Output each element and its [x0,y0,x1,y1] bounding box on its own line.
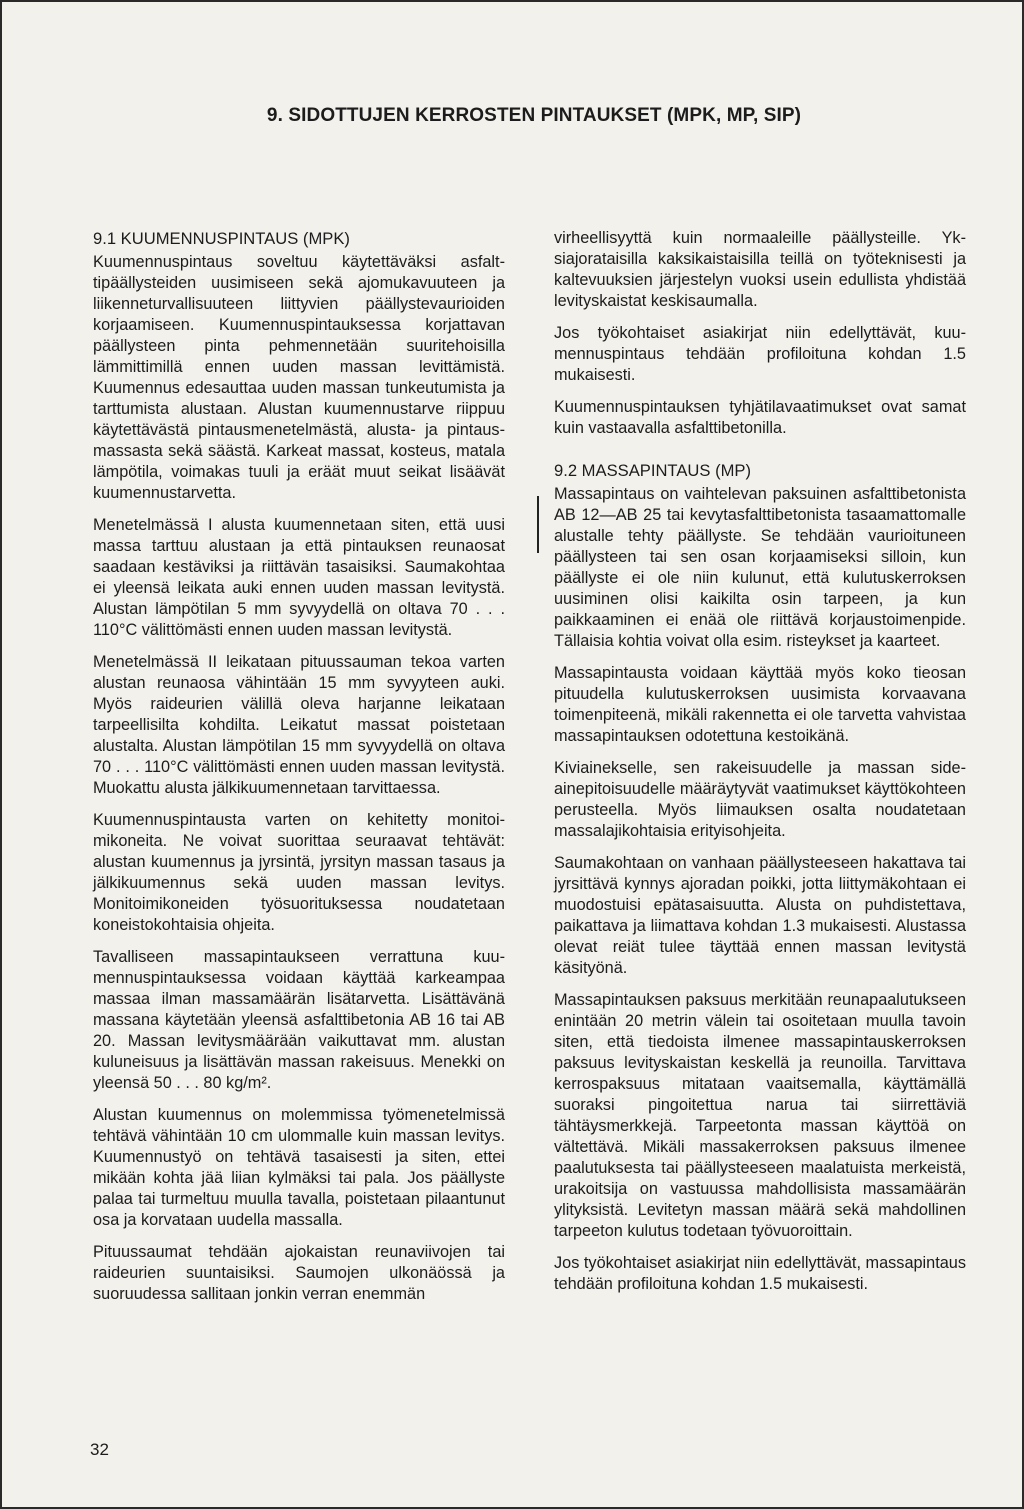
paragraph: Jos työkohtaiset asiakirjat niin edellyttävät, massapintaus tehdään profiloituna kohdan 1.5 mukaisesti. [554,1254,966,1293]
section-heading-9-1: 9.1 KUUMENNUSPINTAUS (MPK) [93,229,350,248]
paragraph: Massapintauksen paksuus merkitään reunapaalutukseen enintään 20 metrin välein tai osoitetaan muulla tavoin siten, että tiedoista ilmenee massapintauskerroksen paksuus levityskaistan keskellä ja reunoilla. Tarvittava kerrospaksuus mitataan vaaitsemalla, käyttämällä suoraksi pingoitettua narua tai siirrettäviä tähtäysmerkkejä. Tarpeetonta massan käyttöä on vältettävä. Mikäli massakerroksen paksuus ilmenee paalutuksesta tai päällysteeseen maalatuista merkeistä, urakoitsija on vastuussa mahdollisista massamäärän ylityksistä. Levitetyn massan määrä sekä mahdollinen tarpeeton kulutus todetaan työvuoroittain. [554,991,966,1240]
paragraph: Saumakohtaan on vanhaan päällysteeseen hakattava tai jyrsittävä kynnys ajoradan poikki, jotta liittymäkohtaan ei muodostuisi epätasaisuutta. Alusta on puhdistettava, paikattava ja liimattava kohdan 1.3 mukaisesti. Alustassa olevat reiät tulee täyttää ennen massan levitystä käsityönä. [554,854,966,977]
revision-bar [537,496,539,553]
paragraph: Pituussaumat tehdään ajokaistan reunaviivojen tai raideurien suuntaisiksi. Saumojen ulkonäössä ja suoruudessa sallitaan jonkin verran enemmän [93,1243,505,1303]
paragraph: Alustan kuumennus on molemmissa työmenetelmissä tehtävä vähintään 10 cm ulommalle kuin massan levitys. Kuumennustyö on tehtävä tasaisesti ja siten, ettei mikään kohta jää liian kylmäksi tai pala. Jos päällyste palaa tai turmeltuu muulla tavalla, poistetaan pilaantunut osa ja korvataan uudella massalla. [93,1106,505,1229]
paragraph: Massapintaus on vaihtelevan paksuinen asfalttibetonista AB 12—AB 25 tai kevytasfalttibetonista tasaamattomalle alustalle tehty päällyste. Se tehdään vaurioituneen päällysteen tai sen osan korjaamiseksi silloin, kun päällyste ei ole niin kulunut, että kulutuskerroksen uusiminen olisi kaikilta osin tarpeen, ja kun paikkaaminen ei enää ole riittävä korjaustoimenpide. Tällaisia kohtia voivat olla esim. risteykset ja kaarteet. [554,485,966,650]
paragraph: Jos työkohtaiset asiakirjat niin edellyttävät, kuumennuspintaus tehdään profiloituna kohdan 1.5 mukaisesti. [554,324,966,384]
paragraph: Kiviainekselle, sen rakeisuudelle ja massan sideainepitoisuudelle määräytyvät vaatimukset käyttökohteen perusteella. Myös liimauksen osalta noudatetaan massalajikohtaisia erityisohjeita. [554,759,966,840]
paragraph: Kuumennuspintausta varten on kehitetty monitoimikoneita. Ne voivat suorittaa seuraavat tehtävät: alustan kuumennus ja jyrsintä, jyrsityn massan tasaus ja jälkikuumennus sekä uuden massan levitys. Monitoimikoneiden työsuorituksessa noudatetaan koneistokohtaisia ohjeita. [93,811,505,934]
page-number: 32 [90,1440,109,1459]
paragraph: Menetelmässä II leikataan pituussauman tekoa varten alustan reunaosa vähintään 15 mm syvyyteen auki. Myös raideurien välillä oleva harjanne leikataan tarpeellisilta kohdilta. Leikatut massat poistetaan alustalta. Alustan lämpötilan 15 mm syvyydellä on oltava 70 . . . 110°C välittömästi ennen uuden massan levitystä. Muokattu alusta jälkikuumennetaan tarvittaessa. [93,653,505,797]
chapter-title: 9. SIDOTTUJEN KERROSTEN PINTAUKSET (MPK, MP, SIP) [266,105,802,126]
right-column [554,228,966,1306]
section-heading-9-2: 9.2 MASSAPINTAUS (MP) [554,461,752,480]
paragraph: Kuumennuspintaus soveltuu käytettäväksi asfalttipäällysteiden uusimiseen sekä ajomukavuuteen ja liikenneturvallisuuteen liittyvien päällystevaurioiden korjaamiseen. Kuumennuspintauksessa korjattavan päällysteen pinta pehmennetään suuritehoisilla lämmittimillä ennen uuden massan levittämistä. Kuumennus edesauttaa uuden massan tunkeutumista ja tarttumista alustaan. Alustan kuumennustarve riippuu käytettävästä pintausmenetelmästä, alusta- ja pintausmassasta sekä säästä. Karkeat massat, kosteus, matala lämpötila, voimakas tuuli ja eräät muut seikat lisäävät kuumennustarvetta. [93,253,505,502]
paragraph: Menetelmässä I alusta kuumennetaan siten, että uusi massa tarttuu alustaan ja että pintauksen reunaosat saadaan kestäviksi ja riittävän tasaisiksi. Saumakohtaa ei yleensä leikata auki ennen uuden massan levitystä. Alustan lämpötilan 5 mm syvyydellä on oltava 70 . . . 110°C välittömästi ennen uuden massan levitystä. [93,516,505,639]
left-column [93,228,505,1316]
paragraph: virheellisyyttä kuin normaaleille päällysteille. Yksiajorataisilla kaksikaistaisilla teillä on työteknisesti ja kaltevuuksien järjestelyn vuoksi usein edullista yhdistää levityskaistat keskisaumalla. [554,229,966,310]
paragraph: Massapintausta voidaan käyttää myös koko tieosan pituudella kulutuskerroksen uusimista korvaavana toimenpiteenä, mikäli rakennetta ei ole tarvetta vahvistaa massapintauksen odotettuna kestoikänä. [554,664,966,745]
paragraph: Tavalliseen massapintaukseen verrattuna kuumennuspintauksessa voidaan käyttää karkeampaa massaa ilman massamäärän lisätarvetta. Lisättävänä massana käytetään yleensä asfalttibetonia AB 16 tai AB 20. Massan levitysmäärään vaikuttavat mm. alustan kuluneisuus ja lisättävän massan rakeisuus. Menekki on yleensä 50 . . . 80 kg/m². [93,948,505,1092]
paragraph: Kuumennuspintauksen tyhjätilavaatimukset ovat samat kuin vastaavalla asfalttibetonilla. [554,398,966,437]
